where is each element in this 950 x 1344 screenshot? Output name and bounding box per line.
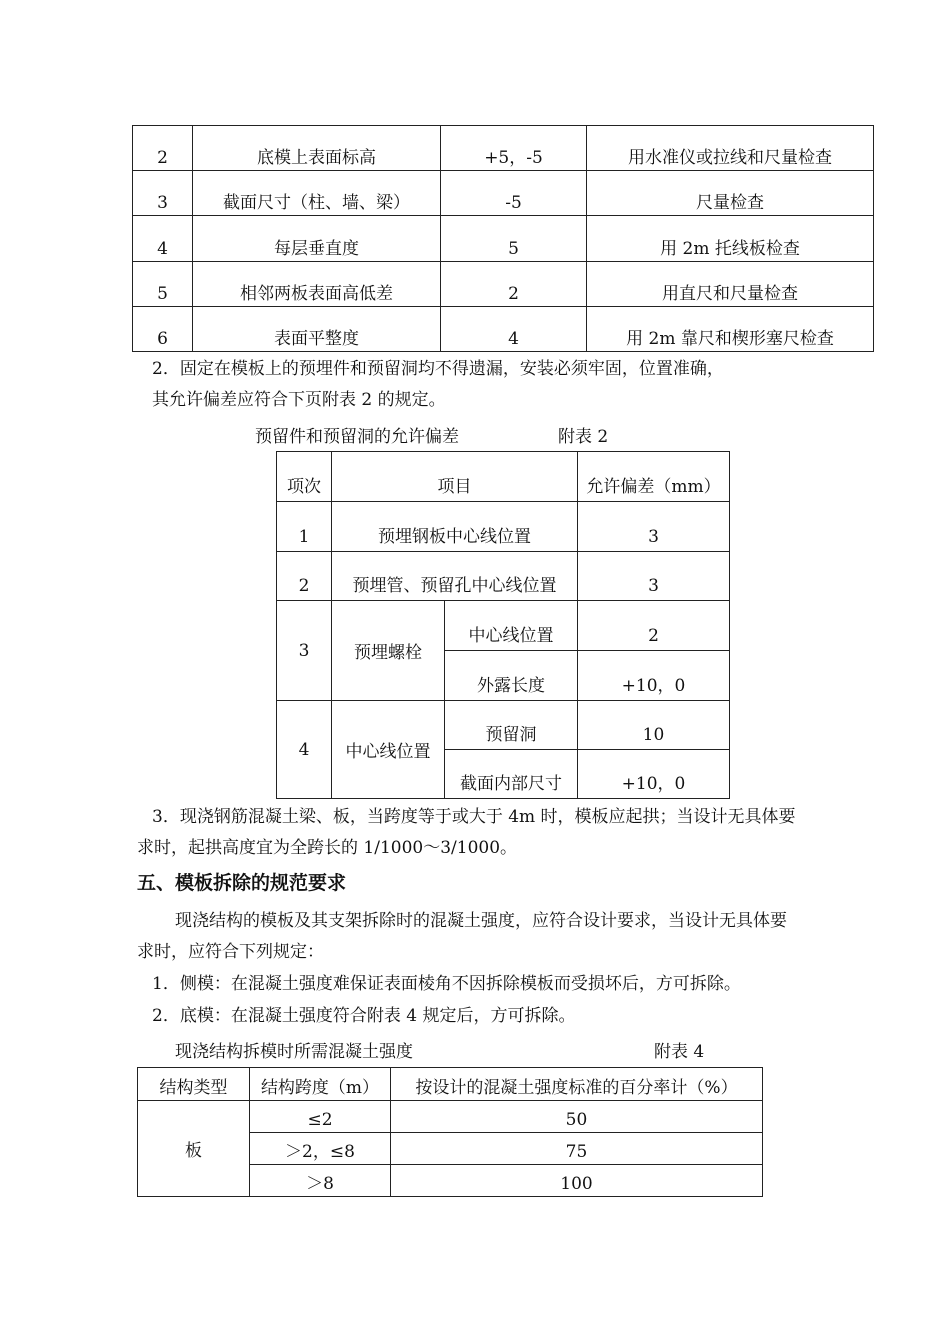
row-tolerance: 3 xyxy=(578,502,730,552)
row-span: ＞8 xyxy=(250,1165,391,1197)
table-row xyxy=(277,701,730,750)
table-row xyxy=(133,262,874,307)
row-subitem: 外露长度 xyxy=(445,651,578,701)
row-span: ≤2 xyxy=(250,1101,391,1133)
list-item: 1．侧模：在混凝土强度难保证表面棱角不因拆除模板而受损坏后，方可拆除。 xyxy=(152,974,741,994)
tolerance-table-1 xyxy=(132,125,874,352)
table-row xyxy=(138,1101,763,1133)
row-item: 预埋钢板中心线位置 xyxy=(332,502,578,552)
table-row xyxy=(133,216,874,262)
row-number: 3 xyxy=(133,171,193,216)
row-number: 5 xyxy=(133,262,193,307)
row-tolerance: 2 xyxy=(578,601,730,651)
header-number: 项次 xyxy=(277,452,332,502)
row-tolerance: 4 xyxy=(441,307,587,352)
row-method: 用 2m 靠尺和楔形塞尺检查 xyxy=(587,307,874,352)
row-tolerance: +5，-5 xyxy=(441,126,587,171)
section-heading: 五、模板拆除的规范要求 xyxy=(137,872,347,894)
paragraph-line: 3．现浇钢筋混凝土梁、板，当跨度等于或大于 4m 时，模板应起拱；当设计无具体要 xyxy=(152,807,796,827)
row-item: 相邻两板表面高低差 xyxy=(193,262,441,307)
table-caption: 现浇结构拆模时所需混凝土强度 xyxy=(175,1042,413,1062)
row-subitem: 中心线位置 xyxy=(445,601,578,651)
row-number: 3 xyxy=(277,601,332,701)
row-tolerance: -5 xyxy=(441,171,587,216)
paragraph-line: 求时，应符合下列规定： xyxy=(137,942,324,962)
row-item: 中心线位置 xyxy=(332,701,445,799)
row-number: 4 xyxy=(277,701,332,799)
row-number: 6 xyxy=(133,307,193,352)
table-row xyxy=(133,171,874,216)
table-row xyxy=(277,601,730,651)
row-number: 1 xyxy=(277,502,332,552)
row-subitem: 截面内部尺寸 xyxy=(445,750,578,799)
row-item: 表面平整度 xyxy=(193,307,441,352)
formwork-removal-table xyxy=(137,1067,763,1197)
row-item: 预埋管、预留孔中心线位置 xyxy=(332,552,578,601)
paragraph-line: 2．固定在模板上的预埋件和预留洞均不得遗漏，安装必须牢固，位置准确， xyxy=(152,359,724,379)
row-item: 每层垂直度 xyxy=(193,216,441,262)
row-number: 2 xyxy=(277,552,332,601)
row-method: 用 2m 托线板检查 xyxy=(587,216,874,262)
row-tolerance: 10 xyxy=(578,701,730,750)
table-row xyxy=(133,126,874,171)
row-tolerance: 5 xyxy=(441,216,587,262)
embedded-parts-table xyxy=(276,451,730,799)
table-row xyxy=(133,307,874,352)
table-row xyxy=(277,552,730,601)
header-tolerance: 允许偏差（mm） xyxy=(578,452,730,502)
structure-type-cell: 板 xyxy=(138,1101,250,1197)
table-header-row xyxy=(138,1068,763,1101)
row-tolerance: +10，0 xyxy=(578,651,730,701)
row-item: 截面尺寸（柱、墙、梁） xyxy=(193,171,441,216)
row-method: 用水准仪或拉线和尺量检查 xyxy=(587,126,874,171)
row-tolerance: 3 xyxy=(578,552,730,601)
header-percentage: 按设计的混凝土强度标准的百分率计（%） xyxy=(391,1068,763,1101)
row-number: 4 xyxy=(133,216,193,262)
row-percentage: 50 xyxy=(391,1101,763,1133)
paragraph-line: 求时，起拱高度宜为全跨长的 1/1000～3/1000。 xyxy=(137,838,518,858)
row-method: 尺量检查 xyxy=(587,171,874,216)
table-label: 附表 2 xyxy=(558,427,609,447)
header-structure-type: 结构类型 xyxy=(138,1068,250,1101)
row-span: ＞2，≤8 xyxy=(250,1133,391,1165)
row-tolerance: +10，0 xyxy=(578,750,730,799)
row-tolerance: 2 xyxy=(441,262,587,307)
row-method: 用直尺和尺量检查 xyxy=(587,262,874,307)
paragraph-line: 其允许偏差应符合下页附表 2 的规定。 xyxy=(152,390,446,410)
paragraph-line: 现浇结构的模板及其支架拆除时的混凝土强度，应符合设计要求，当设计无具体要 xyxy=(175,911,787,931)
row-item: 底模上表面标高 xyxy=(193,126,441,171)
table-caption: 预留件和预留洞的允许偏差 xyxy=(255,427,459,447)
row-percentage: 100 xyxy=(391,1165,763,1197)
header-item: 项目 xyxy=(332,452,578,502)
table-header-row xyxy=(277,452,730,502)
row-subitem: 预留洞 xyxy=(445,701,578,750)
row-number: 2 xyxy=(133,126,193,171)
list-item: 2．底模：在混凝土强度符合附表 4 规定后，方可拆除。 xyxy=(152,1006,576,1026)
header-span: 结构跨度（m） xyxy=(250,1068,391,1101)
table-row xyxy=(277,502,730,552)
row-item: 预埋螺栓 xyxy=(332,601,445,701)
table-label: 附表 4 xyxy=(654,1042,705,1062)
row-percentage: 75 xyxy=(391,1133,763,1165)
